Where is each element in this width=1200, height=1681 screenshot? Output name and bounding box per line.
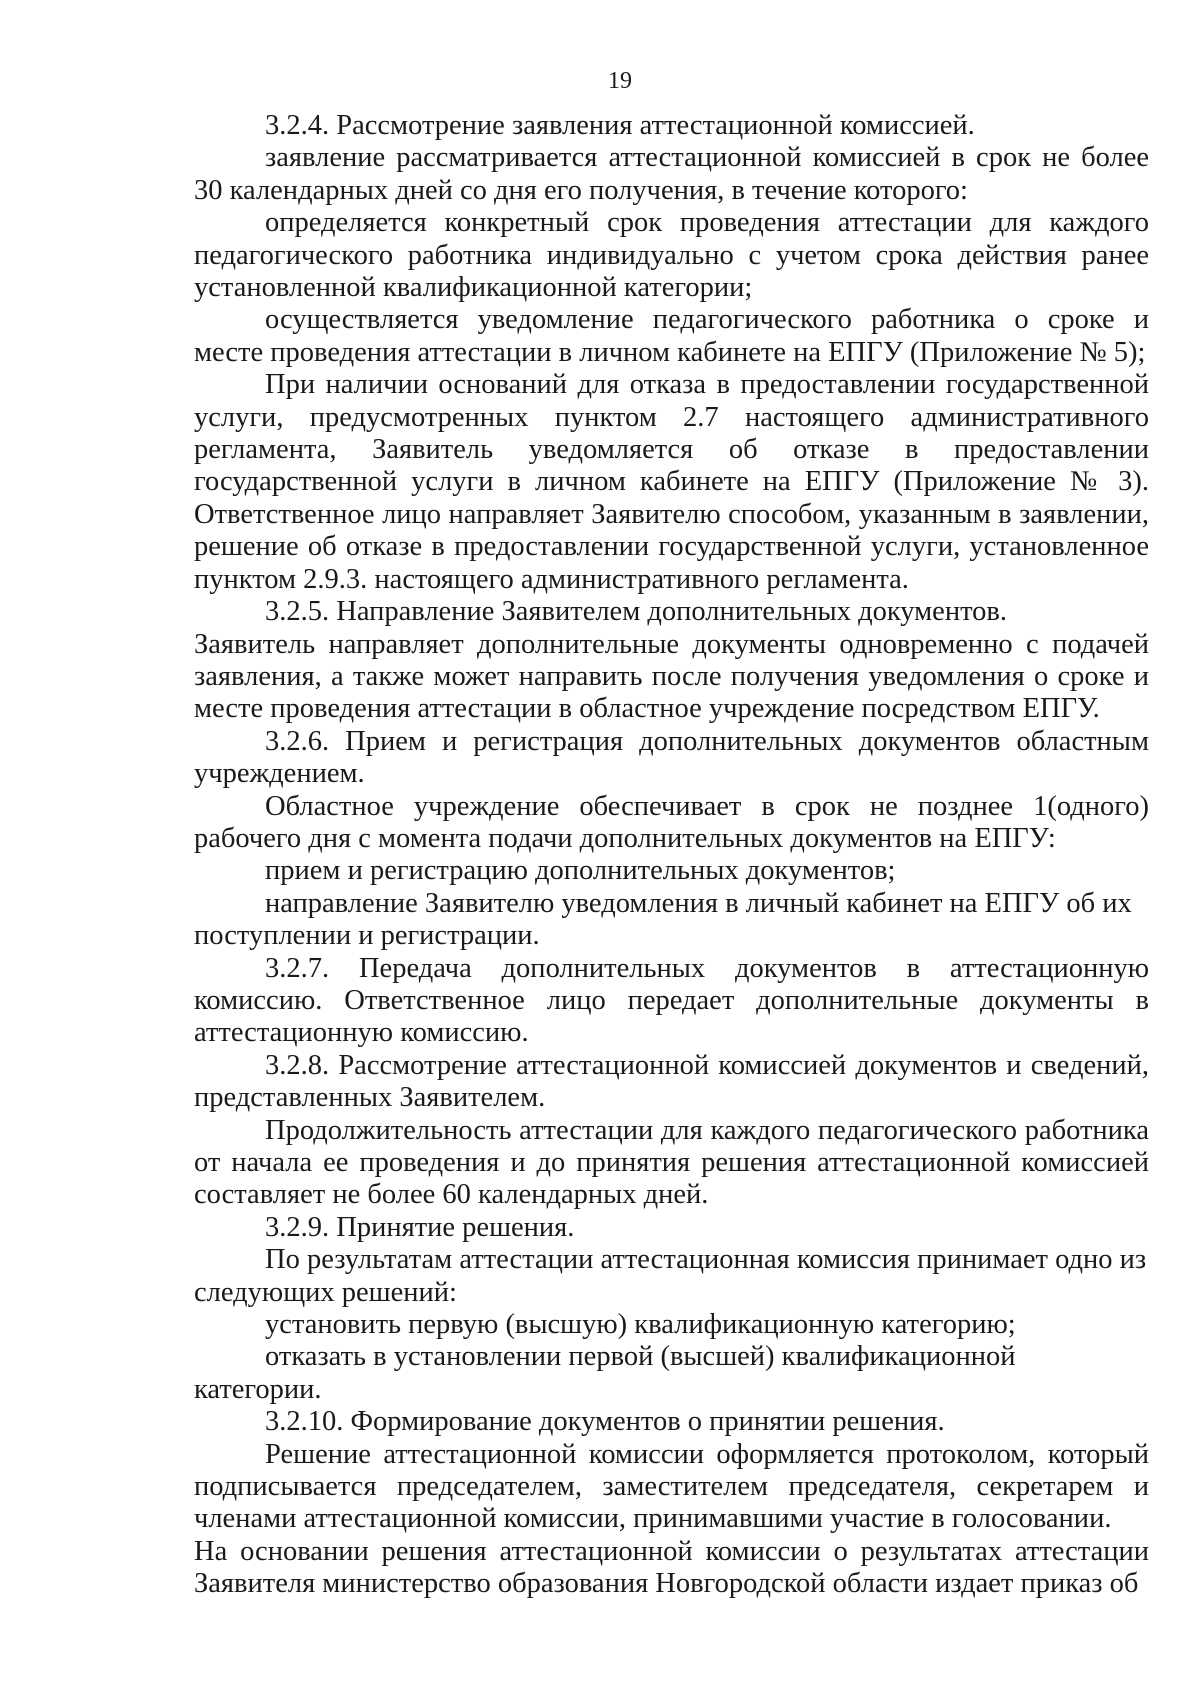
section-heading-3-2-7: 3.2.7. Передача дополнительных документов в аттестационную комиссию. Ответственное лицо передает дополнительные документы в аттестационную комиссию.: [194, 952, 1149, 1049]
list-item: установить первую (высшую) квалификационную категорию;: [265, 1309, 1016, 1341]
paragraph: При наличии оснований для отказа в предоставлении государственной услуги, предусмотренных пунктом 2.7 настоящего административного регламента, Заявитель уведомляется об отказе в предоставлении государственной услуги в личном кабинете на ЕПГУ (Приложение № 3). Ответственное лицо направляет Заявителю способом, указанным в заявлении, решение об отказе в предоставлении государственной услуги, установленное пунктом 2.9.3. настоящего административного регламента.: [194, 369, 1149, 595]
section-heading-3-2-4: 3.2.4. Рассмотрение заявления аттестационной комиссией.: [265, 110, 975, 141]
section-heading-3-2-9: 3.2.9. Принятие решения.: [265, 1211, 575, 1243]
list-item: направление Заявителю уведомления в личный кабинет на ЕПГУ об их поступлении и регистрации.: [194, 887, 1132, 952]
paragraph: На основании решения аттестационной комиссии о результатах аттестации Заявителя министерство образования Новгородской области издает приказ об: [194, 1535, 1149, 1600]
paragraph: определяется конкретный срок проведения аттестации для каждого педагогического работника индивидуально с учетом срока действия ранее установленной квалификационной категории;: [194, 207, 1149, 304]
section-heading-3-2-8: 3.2.8. Рассмотрение аттестационной комиссией документов и сведений, представленных Заявителем.: [194, 1049, 1149, 1114]
document-body: [194, 110, 1149, 1601]
page-number: 19: [608, 68, 632, 94]
section-heading-3-2-5: 3.2.5. Направление Заявителем дополнительных документов.: [265, 596, 1007, 628]
paragraph: Областное учреждение обеспечивает в срок не позднее 1(одного) рабочего дня с момента подачи дополнительных документов на ЕПГУ:: [194, 790, 1149, 854]
paragraph: Продолжительность аттестации для каждого педагогического работника от начала ее проведения и до принятия решения аттестационной комиссией составляет не более 60 календарных дней.: [194, 1114, 1149, 1211]
paragraph: Решение аттестационной комиссии оформляется протоколом, который подписывается председателем, заместителем председателя, секретарем и членами аттестационной комиссии, принимавшими участие в голосовании.: [194, 1438, 1149, 1535]
paragraph: По результатам аттестации аттестационная комиссия принимает одно из следующих решений:: [194, 1244, 1147, 1308]
list-item: прием и регистрацию дополнительных документов;: [265, 855, 896, 887]
section-heading-3-2-10: 3.2.10. Формирование документов о принятии решения.: [265, 1406, 945, 1438]
paragraph: Заявитель направляет дополнительные документы одновременно с подачей заявления, а также может направить после получения уведомления о сроке и месте проведения аттестации в областное учреждение посредством ЕПГУ.: [194, 628, 1149, 725]
list-item: отказать в установлении первой (высшей) квалификационной категории.: [194, 1341, 1016, 1405]
section-heading-3-2-6: 3.2.6. Прием и регистрация дополнительных документов областным учреждением.: [194, 725, 1149, 790]
paragraph: заявление рассматривается аттестационной комиссией в срок не более 30 календарных дней со дня его получения, в течение которого:: [194, 142, 1149, 206]
paragraph: осуществляется уведомление педагогического работника о сроке и месте проведения аттестации в личном кабинете на ЕПГУ (Приложение № 5);: [194, 304, 1149, 368]
